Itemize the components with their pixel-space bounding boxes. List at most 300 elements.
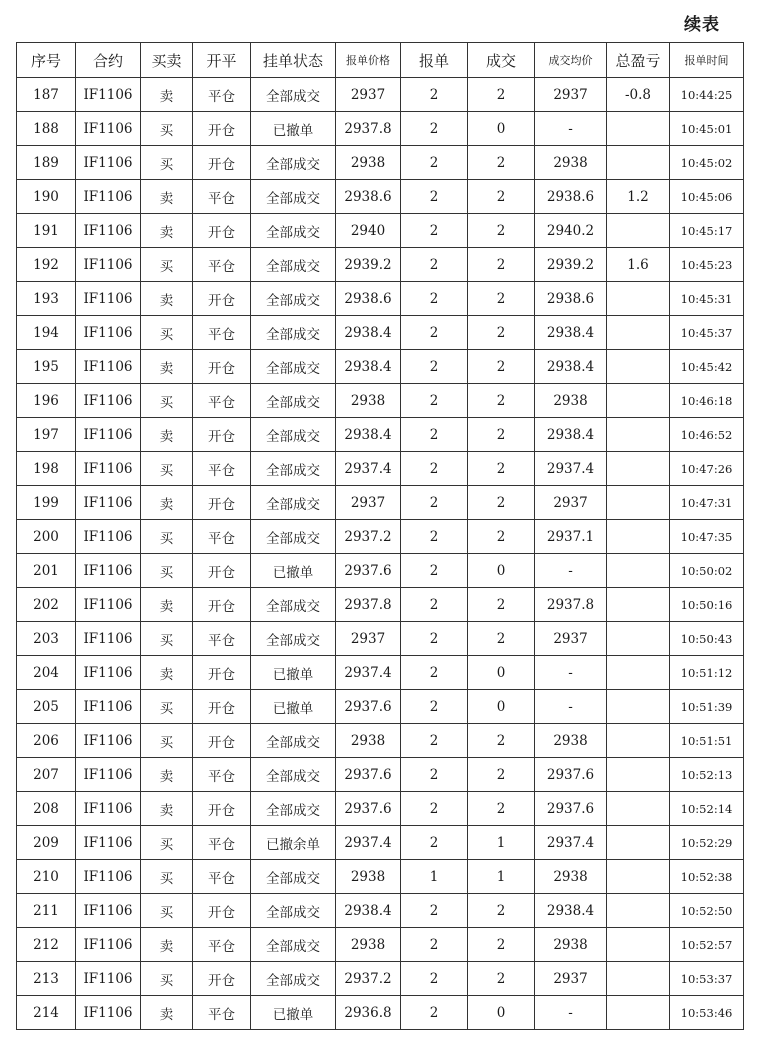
cell-direction: 买 [141,622,193,656]
cell-offset: 平仓 [193,860,251,894]
cell-order-time: 10:45:17 [670,214,744,248]
cell-avg-fill-price: 2938 [535,384,607,418]
table-row [17,554,744,588]
cell-order-status: 全部成交 [251,452,336,486]
cell-filled-qty: 2 [468,962,535,996]
table-row [17,486,744,520]
cell-avg-fill-price: 2937.4 [535,826,607,860]
header-direction: 买卖 [141,43,193,78]
cell-order-status: 已撤单 [251,554,336,588]
cell-order-status: 全部成交 [251,724,336,758]
cell-total-pnl [607,282,670,316]
cell-order-price: 2938.6 [336,180,401,214]
cell-offset: 开仓 [193,112,251,146]
table-row [17,656,744,690]
table-row [17,112,744,146]
cell-order-time: 10:52:57 [670,928,744,962]
cell-order-price: 2938.4 [336,350,401,384]
cell-filled-qty: 2 [468,146,535,180]
cell-filled-qty: 2 [468,384,535,418]
cell-order-price: 2937.4 [336,452,401,486]
table-row [17,588,744,622]
cell-order-qty: 2 [401,928,468,962]
cell-order-time: 10:50:16 [670,588,744,622]
cell-contract: IF1106 [76,894,141,928]
cell-offset: 开仓 [193,350,251,384]
cell-index: 212 [17,928,76,962]
cell-direction: 卖 [141,792,193,826]
cell-direction: 卖 [141,282,193,316]
cell-avg-fill-price: - [535,554,607,588]
cell-order-qty: 2 [401,656,468,690]
header-contract: 合约 [76,43,141,78]
cell-order-qty: 2 [401,962,468,996]
header-order-time: 报单时间 [670,43,744,78]
cell-order-price: 2938 [336,146,401,180]
table-row [17,962,744,996]
table-row [17,758,744,792]
cell-offset: 开仓 [193,214,251,248]
cell-order-status: 全部成交 [251,384,336,418]
cell-contract: IF1106 [76,588,141,622]
cell-order-status: 全部成交 [251,758,336,792]
cell-avg-fill-price: 2938 [535,724,607,758]
cell-filled-qty: 2 [468,180,535,214]
cell-order-status: 全部成交 [251,282,336,316]
header-total-pnl: 总盈亏 [607,43,670,78]
cell-order-status: 全部成交 [251,928,336,962]
cell-total-pnl: -0.8 [607,78,670,112]
cell-contract: IF1106 [76,78,141,112]
cell-total-pnl [607,588,670,622]
header-offset: 开平 [193,43,251,78]
cell-total-pnl [607,520,670,554]
header-filled-qty: 成交 [468,43,535,78]
cell-order-status: 全部成交 [251,350,336,384]
cell-index: 196 [17,384,76,418]
cell-index: 197 [17,418,76,452]
header-order-price: 报单价格 [336,43,401,78]
cell-avg-fill-price: - [535,996,607,1030]
cell-order-price: 2937.6 [336,792,401,826]
cell-order-status: 全部成交 [251,146,336,180]
table-row [17,690,744,724]
cell-order-qty: 2 [401,554,468,588]
cell-contract: IF1106 [76,690,141,724]
table-row [17,724,744,758]
cell-filled-qty: 2 [468,792,535,826]
cell-order-time: 10:46:18 [670,384,744,418]
cell-total-pnl [607,826,670,860]
cell-index: 213 [17,962,76,996]
cell-offset: 平仓 [193,316,251,350]
cell-filled-qty: 0 [468,112,535,146]
cell-order-qty: 2 [401,452,468,486]
cell-filled-qty: 0 [468,554,535,588]
cell-contract: IF1106 [76,350,141,384]
cell-total-pnl [607,758,670,792]
cell-order-qty: 2 [401,588,468,622]
cell-index: 200 [17,520,76,554]
cell-avg-fill-price: 2937 [535,486,607,520]
cell-order-time: 10:47:31 [670,486,744,520]
cell-direction: 买 [141,554,193,588]
cell-contract: IF1106 [76,656,141,690]
cell-direction: 买 [141,860,193,894]
cell-index: 193 [17,282,76,316]
cell-contract: IF1106 [76,554,141,588]
cell-order-qty: 2 [401,78,468,112]
cell-direction: 买 [141,520,193,554]
cell-filled-qty: 0 [468,656,535,690]
cell-offset: 平仓 [193,622,251,656]
cell-order-price: 2938.4 [336,316,401,350]
table-row [17,384,744,418]
cell-offset: 平仓 [193,180,251,214]
cell-avg-fill-price: - [535,112,607,146]
cell-contract: IF1106 [76,962,141,996]
cell-order-time: 10:45:02 [670,146,744,180]
cell-offset: 平仓 [193,928,251,962]
cell-index: 208 [17,792,76,826]
cell-direction: 买 [141,112,193,146]
cell-order-price: 2937.2 [336,962,401,996]
cell-direction: 买 [141,690,193,724]
cell-direction: 卖 [141,656,193,690]
cell-direction: 买 [141,826,193,860]
cell-order-status: 已撤单 [251,112,336,146]
cell-order-price: 2937 [336,622,401,656]
cell-order-time: 10:45:23 [670,248,744,282]
cell-avg-fill-price: 2939.2 [535,248,607,282]
cell-filled-qty: 2 [468,214,535,248]
cell-offset: 开仓 [193,962,251,996]
cell-direction: 卖 [141,486,193,520]
cell-order-price: 2939.2 [336,248,401,282]
cell-order-qty: 2 [401,180,468,214]
cell-direction: 卖 [141,418,193,452]
cell-offset: 开仓 [193,282,251,316]
cell-avg-fill-price: 2937.1 [535,520,607,554]
cell-order-status: 已撤单 [251,996,336,1030]
cell-contract: IF1106 [76,248,141,282]
cell-order-time: 10:52:50 [670,894,744,928]
cell-avg-fill-price: 2938.6 [535,282,607,316]
cell-order-status: 全部成交 [251,180,336,214]
cell-order-price: 2936.8 [336,996,401,1030]
order-table [16,42,744,1030]
cell-order-time: 10:52:14 [670,792,744,826]
cell-direction: 卖 [141,928,193,962]
cell-direction: 卖 [141,350,193,384]
cell-total-pnl [607,996,670,1030]
cell-index: 211 [17,894,76,928]
cell-contract: IF1106 [76,792,141,826]
cell-total-pnl [607,112,670,146]
cell-order-status: 全部成交 [251,418,336,452]
cell-offset: 开仓 [193,894,251,928]
table-row [17,146,744,180]
cell-order-time: 10:46:52 [670,418,744,452]
table-row [17,418,744,452]
cell-filled-qty: 0 [468,996,535,1030]
cell-order-price: 2937.8 [336,588,401,622]
cell-total-pnl [607,486,670,520]
cell-direction: 卖 [141,214,193,248]
cell-order-price: 2937.4 [336,656,401,690]
cell-total-pnl [607,418,670,452]
cell-order-time: 10:45:06 [670,180,744,214]
cell-offset: 平仓 [193,996,251,1030]
cell-index: 214 [17,996,76,1030]
table-row [17,622,744,656]
cell-order-status: 全部成交 [251,248,336,282]
cell-direction: 卖 [141,78,193,112]
cell-index: 194 [17,316,76,350]
cell-order-time: 10:51:39 [670,690,744,724]
cell-avg-fill-price: 2937 [535,962,607,996]
cell-order-status: 全部成交 [251,588,336,622]
cell-total-pnl [607,690,670,724]
cell-order-qty: 2 [401,146,468,180]
cell-avg-fill-price: 2937 [535,78,607,112]
cell-filled-qty: 2 [468,724,535,758]
cell-order-qty: 2 [401,622,468,656]
cell-direction: 卖 [141,996,193,1030]
cell-order-qty: 2 [401,418,468,452]
cell-order-time: 10:47:35 [670,520,744,554]
cell-order-status: 已撤余单 [251,826,336,860]
cell-offset: 开仓 [193,656,251,690]
cell-order-status: 全部成交 [251,860,336,894]
cell-order-status: 全部成交 [251,622,336,656]
cell-order-price: 2937.6 [336,554,401,588]
cell-filled-qty: 2 [468,452,535,486]
cell-order-time: 10:47:26 [670,452,744,486]
cell-order-time: 10:45:01 [670,112,744,146]
cell-order-qty: 2 [401,894,468,928]
cell-index: 187 [17,78,76,112]
cell-avg-fill-price: - [535,690,607,724]
cell-contract: IF1106 [76,316,141,350]
table-row [17,520,744,554]
table-row [17,826,744,860]
cell-order-time: 10:44:25 [670,78,744,112]
cell-index: 210 [17,860,76,894]
cell-filled-qty: 2 [468,316,535,350]
cell-direction: 买 [141,452,193,486]
cell-direction: 卖 [141,758,193,792]
table-row [17,316,744,350]
table-row [17,928,744,962]
cell-offset: 开仓 [193,418,251,452]
cell-order-qty: 2 [401,384,468,418]
cell-order-price: 2937.4 [336,826,401,860]
cell-order-qty: 2 [401,758,468,792]
header-order-status: 挂单状态 [251,43,336,78]
cell-offset: 平仓 [193,452,251,486]
cell-index: 199 [17,486,76,520]
cell-total-pnl [607,928,670,962]
cell-total-pnl [607,146,670,180]
cell-offset: 开仓 [193,554,251,588]
cell-order-price: 2938.6 [336,282,401,316]
cell-order-price: 2938.4 [336,894,401,928]
cell-order-price: 2937.8 [336,112,401,146]
cell-filled-qty: 2 [468,588,535,622]
cell-contract: IF1106 [76,384,141,418]
table-row [17,180,744,214]
table-row [17,282,744,316]
cell-filled-qty: 2 [468,622,535,656]
cell-avg-fill-price: - [535,656,607,690]
cell-filled-qty: 2 [468,78,535,112]
cell-filled-qty: 2 [468,894,535,928]
cell-total-pnl [607,962,670,996]
cell-filled-qty: 2 [468,248,535,282]
cell-index: 198 [17,452,76,486]
cell-filled-qty: 0 [468,690,535,724]
cell-order-price: 2937.2 [336,520,401,554]
cell-avg-fill-price: 2937.4 [535,452,607,486]
cell-index: 191 [17,214,76,248]
cell-avg-fill-price: 2938.6 [535,180,607,214]
cell-filled-qty: 1 [468,826,535,860]
cell-order-price: 2937 [336,78,401,112]
cell-order-qty: 2 [401,724,468,758]
cell-direction: 买 [141,316,193,350]
cell-index: 202 [17,588,76,622]
cell-offset: 开仓 [193,690,251,724]
cell-total-pnl [607,452,670,486]
cell-index: 207 [17,758,76,792]
cell-order-time: 10:50:02 [670,554,744,588]
cell-index: 203 [17,622,76,656]
cell-contract: IF1106 [76,860,141,894]
cell-order-status: 全部成交 [251,486,336,520]
table-caption: 续表 [684,15,720,35]
cell-order-qty: 2 [401,316,468,350]
cell-order-qty: 2 [401,248,468,282]
cell-filled-qty: 2 [468,350,535,384]
cell-order-time: 10:52:29 [670,826,744,860]
cell-order-status: 全部成交 [251,214,336,248]
cell-order-time: 10:51:51 [670,724,744,758]
cell-avg-fill-price: 2937.8 [535,588,607,622]
cell-avg-fill-price: 2937 [535,622,607,656]
cell-offset: 平仓 [193,248,251,282]
cell-index: 201 [17,554,76,588]
cell-index: 204 [17,656,76,690]
cell-avg-fill-price: 2937.6 [535,792,607,826]
table-row [17,860,744,894]
cell-offset: 平仓 [193,758,251,792]
cell-contract: IF1106 [76,520,141,554]
header-avg-fill-price: 成交均价 [535,43,607,78]
cell-total-pnl [607,316,670,350]
cell-order-price: 2937.6 [336,690,401,724]
cell-order-price: 2938.4 [336,418,401,452]
cell-contract: IF1106 [76,452,141,486]
cell-direction: 买 [141,248,193,282]
cell-filled-qty: 2 [468,520,535,554]
cell-index: 192 [17,248,76,282]
cell-order-status: 全部成交 [251,316,336,350]
cell-direction: 买 [141,384,193,418]
cell-order-price: 2938 [336,724,401,758]
cell-order-status: 全部成交 [251,894,336,928]
cell-order-price: 2938 [336,928,401,962]
cell-order-time: 10:53:46 [670,996,744,1030]
cell-contract: IF1106 [76,758,141,792]
cell-direction: 卖 [141,180,193,214]
cell-filled-qty: 2 [468,282,535,316]
cell-order-status: 全部成交 [251,520,336,554]
cell-contract: IF1106 [76,622,141,656]
cell-total-pnl [607,724,670,758]
cell-direction: 买 [141,724,193,758]
cell-total-pnl [607,860,670,894]
header-index: 序号 [17,43,76,78]
cell-contract: IF1106 [76,112,141,146]
cell-order-time: 10:53:37 [670,962,744,996]
cell-total-pnl [607,894,670,928]
table-row [17,792,744,826]
cell-offset: 开仓 [193,486,251,520]
cell-contract: IF1106 [76,282,141,316]
table-row [17,214,744,248]
cell-order-qty: 2 [401,214,468,248]
cell-index: 206 [17,724,76,758]
cell-total-pnl [607,656,670,690]
cell-index: 189 [17,146,76,180]
cell-total-pnl [607,350,670,384]
cell-avg-fill-price: 2938 [535,146,607,180]
cell-avg-fill-price: 2938 [535,928,607,962]
cell-order-price: 2940 [336,214,401,248]
cell-order-price: 2937.6 [336,758,401,792]
cell-order-time: 10:50:43 [670,622,744,656]
cell-avg-fill-price: 2938.4 [535,350,607,384]
cell-offset: 开仓 [193,588,251,622]
table-row [17,350,744,384]
cell-order-qty: 2 [401,826,468,860]
cell-offset: 开仓 [193,792,251,826]
table-row [17,894,744,928]
cell-total-pnl [607,384,670,418]
cell-order-qty: 1 [401,860,468,894]
cell-order-status: 已撤单 [251,656,336,690]
cell-order-time: 10:45:37 [670,316,744,350]
cell-filled-qty: 2 [468,418,535,452]
cell-direction: 买 [141,146,193,180]
cell-direction: 买 [141,962,193,996]
cell-total-pnl [607,792,670,826]
cell-avg-fill-price: 2938.4 [535,418,607,452]
cell-total-pnl: 1.6 [607,248,670,282]
cell-order-status: 全部成交 [251,78,336,112]
cell-offset: 开仓 [193,146,251,180]
cell-index: 188 [17,112,76,146]
cell-avg-fill-price: 2937.6 [535,758,607,792]
cell-contract: IF1106 [76,928,141,962]
cell-order-status: 全部成交 [251,962,336,996]
cell-order-status: 全部成交 [251,792,336,826]
cell-avg-fill-price: 2938.4 [535,894,607,928]
cell-order-price: 2937 [336,486,401,520]
header-order-qty: 报单 [401,43,468,78]
cell-order-qty: 2 [401,486,468,520]
